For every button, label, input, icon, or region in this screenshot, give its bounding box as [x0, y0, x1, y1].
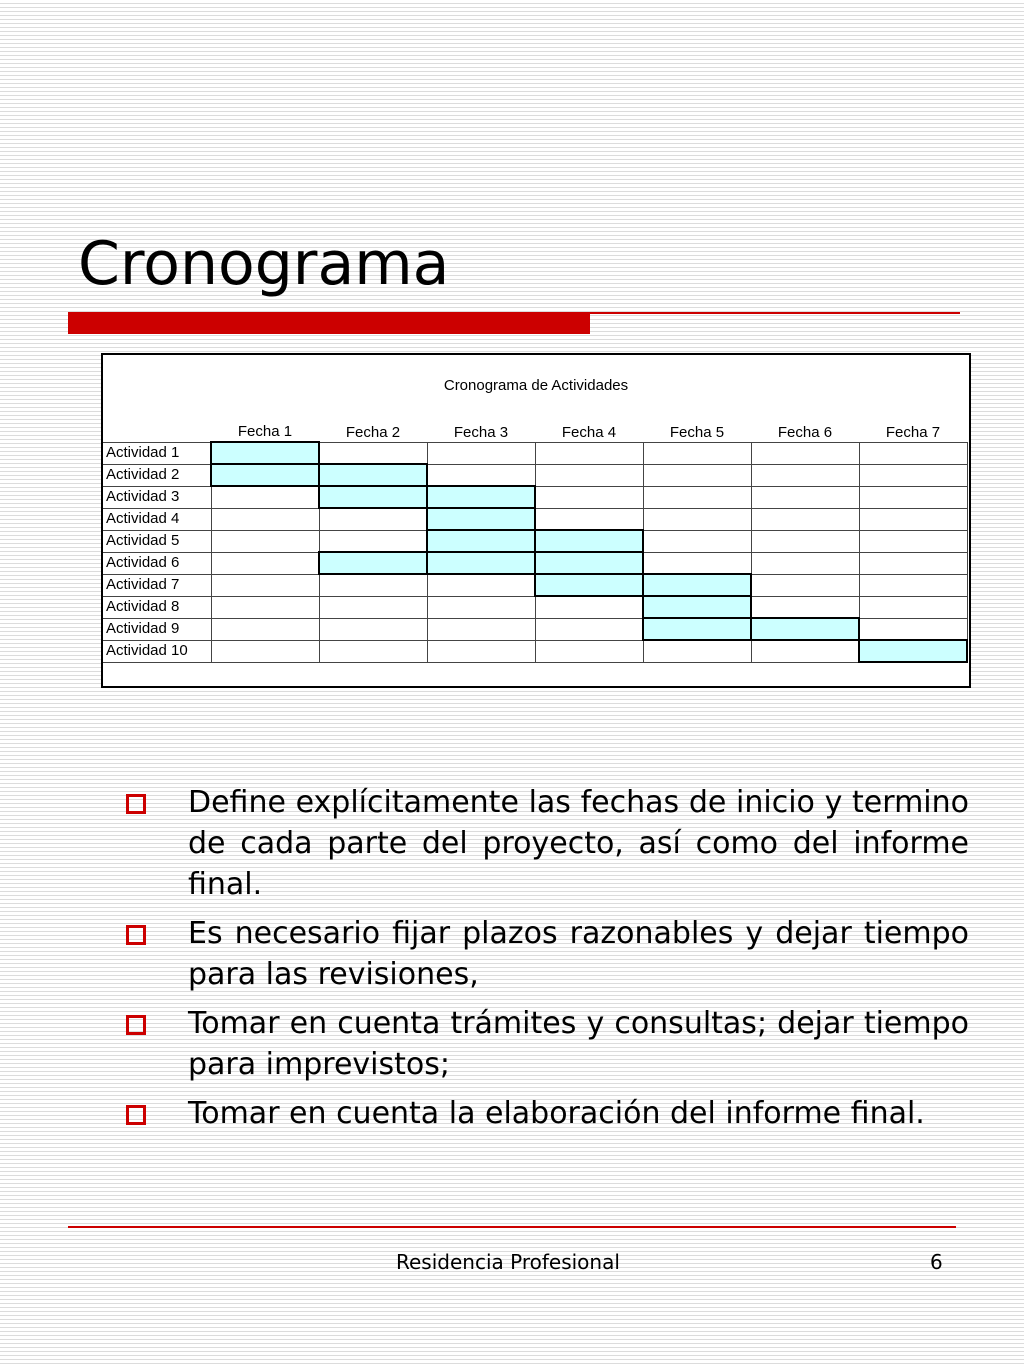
schedule-cell: [643, 508, 751, 530]
schedule-cell: [859, 574, 967, 596]
schedule-cell: [427, 618, 535, 640]
schedule-chart: [101, 353, 971, 688]
schedule-cell: [427, 442, 535, 464]
schedule-cell-active: [643, 574, 751, 596]
bullet-text: Tomar en cuenta trámites y consultas; dejar tiempo para imprevistos;: [188, 1006, 969, 1082]
schedule-cell: [211, 530, 319, 552]
bullet-item: [126, 1093, 969, 1134]
activity-label: Actividad 5: [103, 530, 211, 552]
schedule-cell-active: [427, 486, 535, 508]
square-bullet-icon: [126, 1105, 146, 1125]
bullet-text: Tomar en cuenta la elaboración del informe final.: [188, 1096, 925, 1131]
activity-row: [103, 464, 967, 486]
schedule-cell: [211, 596, 319, 618]
schedule-cell: [319, 574, 427, 596]
activity-label: Actividad 3: [103, 486, 211, 508]
schedule-cell: [319, 508, 427, 530]
activity-row: [103, 596, 967, 618]
schedule-cell: [211, 618, 319, 640]
schedule-cell-active: [319, 486, 427, 508]
date-header: Fecha 1: [237, 423, 293, 440]
schedule-cell: [643, 464, 751, 486]
activity-label: Actividad 6: [103, 552, 211, 574]
schedule-cell: [211, 574, 319, 596]
schedule-cell: [859, 464, 967, 486]
activity-row: [103, 486, 967, 508]
square-bullet-icon: [126, 925, 146, 945]
schedule-cell: [643, 442, 751, 464]
date-header: Fecha 7: [885, 423, 941, 441]
date-header: Fecha 4: [561, 423, 617, 441]
schedule-cell: [751, 596, 859, 618]
schedule-cell-active: [427, 552, 535, 574]
date-header: Fecha 6: [777, 423, 833, 441]
schedule-cell: [751, 486, 859, 508]
schedule-cell: [427, 596, 535, 618]
activity-label: Actividad 10: [103, 640, 211, 662]
schedule-cell: [535, 618, 643, 640]
schedule-cell-active: [643, 596, 751, 618]
schedule-cell-active: [535, 574, 643, 596]
schedule-cell: [535, 442, 643, 464]
schedule-cell: [643, 530, 751, 552]
schedule-cell: [643, 640, 751, 662]
activity-label: Actividad 9: [103, 618, 211, 640]
bullet-item: [126, 1003, 969, 1085]
activity-row: [103, 442, 967, 464]
schedule-title: Cronograma de Actividades: [443, 377, 629, 394]
schedule-cell: [319, 442, 427, 464]
schedule-cell: [751, 442, 859, 464]
schedule-cell: [211, 640, 319, 662]
activity-row: [103, 618, 967, 640]
schedule-cell-active: [643, 618, 751, 640]
schedule-cell-active: [535, 530, 643, 552]
schedule-cell: [751, 574, 859, 596]
schedule-grid: [103, 417, 968, 663]
schedule-cell-active: [859, 640, 967, 662]
bullet-item: [126, 782, 969, 905]
page-number: 6: [930, 1250, 943, 1274]
activity-label: Actividad 2: [103, 464, 211, 486]
bullet-item: [126, 913, 969, 995]
schedule-cell: [751, 464, 859, 486]
schedule-cell: [751, 530, 859, 552]
date-header-row: [103, 417, 967, 442]
schedule-cell: [751, 640, 859, 662]
title-underline-line: [590, 312, 960, 314]
activity-label: Actividad 8: [103, 596, 211, 618]
schedule-cell: [643, 486, 751, 508]
activity-row: [103, 530, 967, 552]
schedule-cell: [427, 640, 535, 662]
schedule-cell-active: [427, 508, 535, 530]
bullet-text: Es necesario fijar plazos razonables y dejar tiempo para las revisiones,: [188, 916, 969, 992]
title-underline-bar: [68, 312, 590, 334]
schedule-cell: [751, 508, 859, 530]
schedule-cell: [535, 596, 643, 618]
activity-row: [103, 574, 967, 596]
schedule-cell: [859, 618, 967, 640]
schedule-cell-active: [319, 552, 427, 574]
schedule-cell: [859, 442, 967, 464]
date-header: Fecha 5: [669, 423, 725, 441]
schedule-cell: [319, 618, 427, 640]
schedule-cell: [859, 596, 967, 618]
schedule-cell: [535, 464, 643, 486]
schedule-cell: [535, 640, 643, 662]
schedule-cell-active: [211, 464, 319, 486]
schedule-cell: [859, 486, 967, 508]
bullet-text: Define explícitamente las fechas de inicio y termino de cada parte del proyecto, así como del informe final.: [188, 785, 969, 902]
schedule-cell-active: [535, 552, 643, 574]
footer-divider: [68, 1226, 956, 1228]
schedule-cell: [859, 530, 967, 552]
date-header: Fecha 3: [453, 423, 509, 441]
schedule-cell: [535, 486, 643, 508]
schedule-cell: [535, 508, 643, 530]
schedule-cell-active: [319, 464, 427, 486]
slide-title: Cronograma: [78, 229, 450, 299]
schedule-cell: [859, 508, 967, 530]
schedule-cell: [427, 574, 535, 596]
schedule-cell-active: [211, 442, 319, 464]
schedule-cell-active: [751, 618, 859, 640]
footer-text: Residencia Profesional: [396, 1250, 620, 1274]
activity-label: Actividad 7: [103, 574, 211, 596]
date-header: Fecha 2: [345, 423, 401, 441]
schedule-cell: [211, 508, 319, 530]
schedule-cell: [643, 552, 751, 574]
schedule-cell-active: [427, 530, 535, 552]
schedule-cell: [319, 596, 427, 618]
activity-row: [103, 640, 967, 662]
activity-label: Actividad 4: [103, 508, 211, 530]
activity-row: [103, 508, 967, 530]
square-bullet-icon: [126, 794, 146, 814]
header-corner: [103, 417, 211, 442]
schedule-cell: [211, 552, 319, 574]
bullet-list: [126, 782, 969, 1142]
schedule-cell: [427, 464, 535, 486]
schedule-cell: [751, 552, 859, 574]
activity-label: Actividad 1: [103, 442, 211, 464]
schedule-cell: [859, 552, 967, 574]
activity-row: [103, 552, 967, 574]
square-bullet-icon: [126, 1015, 146, 1035]
schedule-cell: [211, 486, 319, 508]
schedule-cell: [319, 530, 427, 552]
schedule-cell: [319, 640, 427, 662]
